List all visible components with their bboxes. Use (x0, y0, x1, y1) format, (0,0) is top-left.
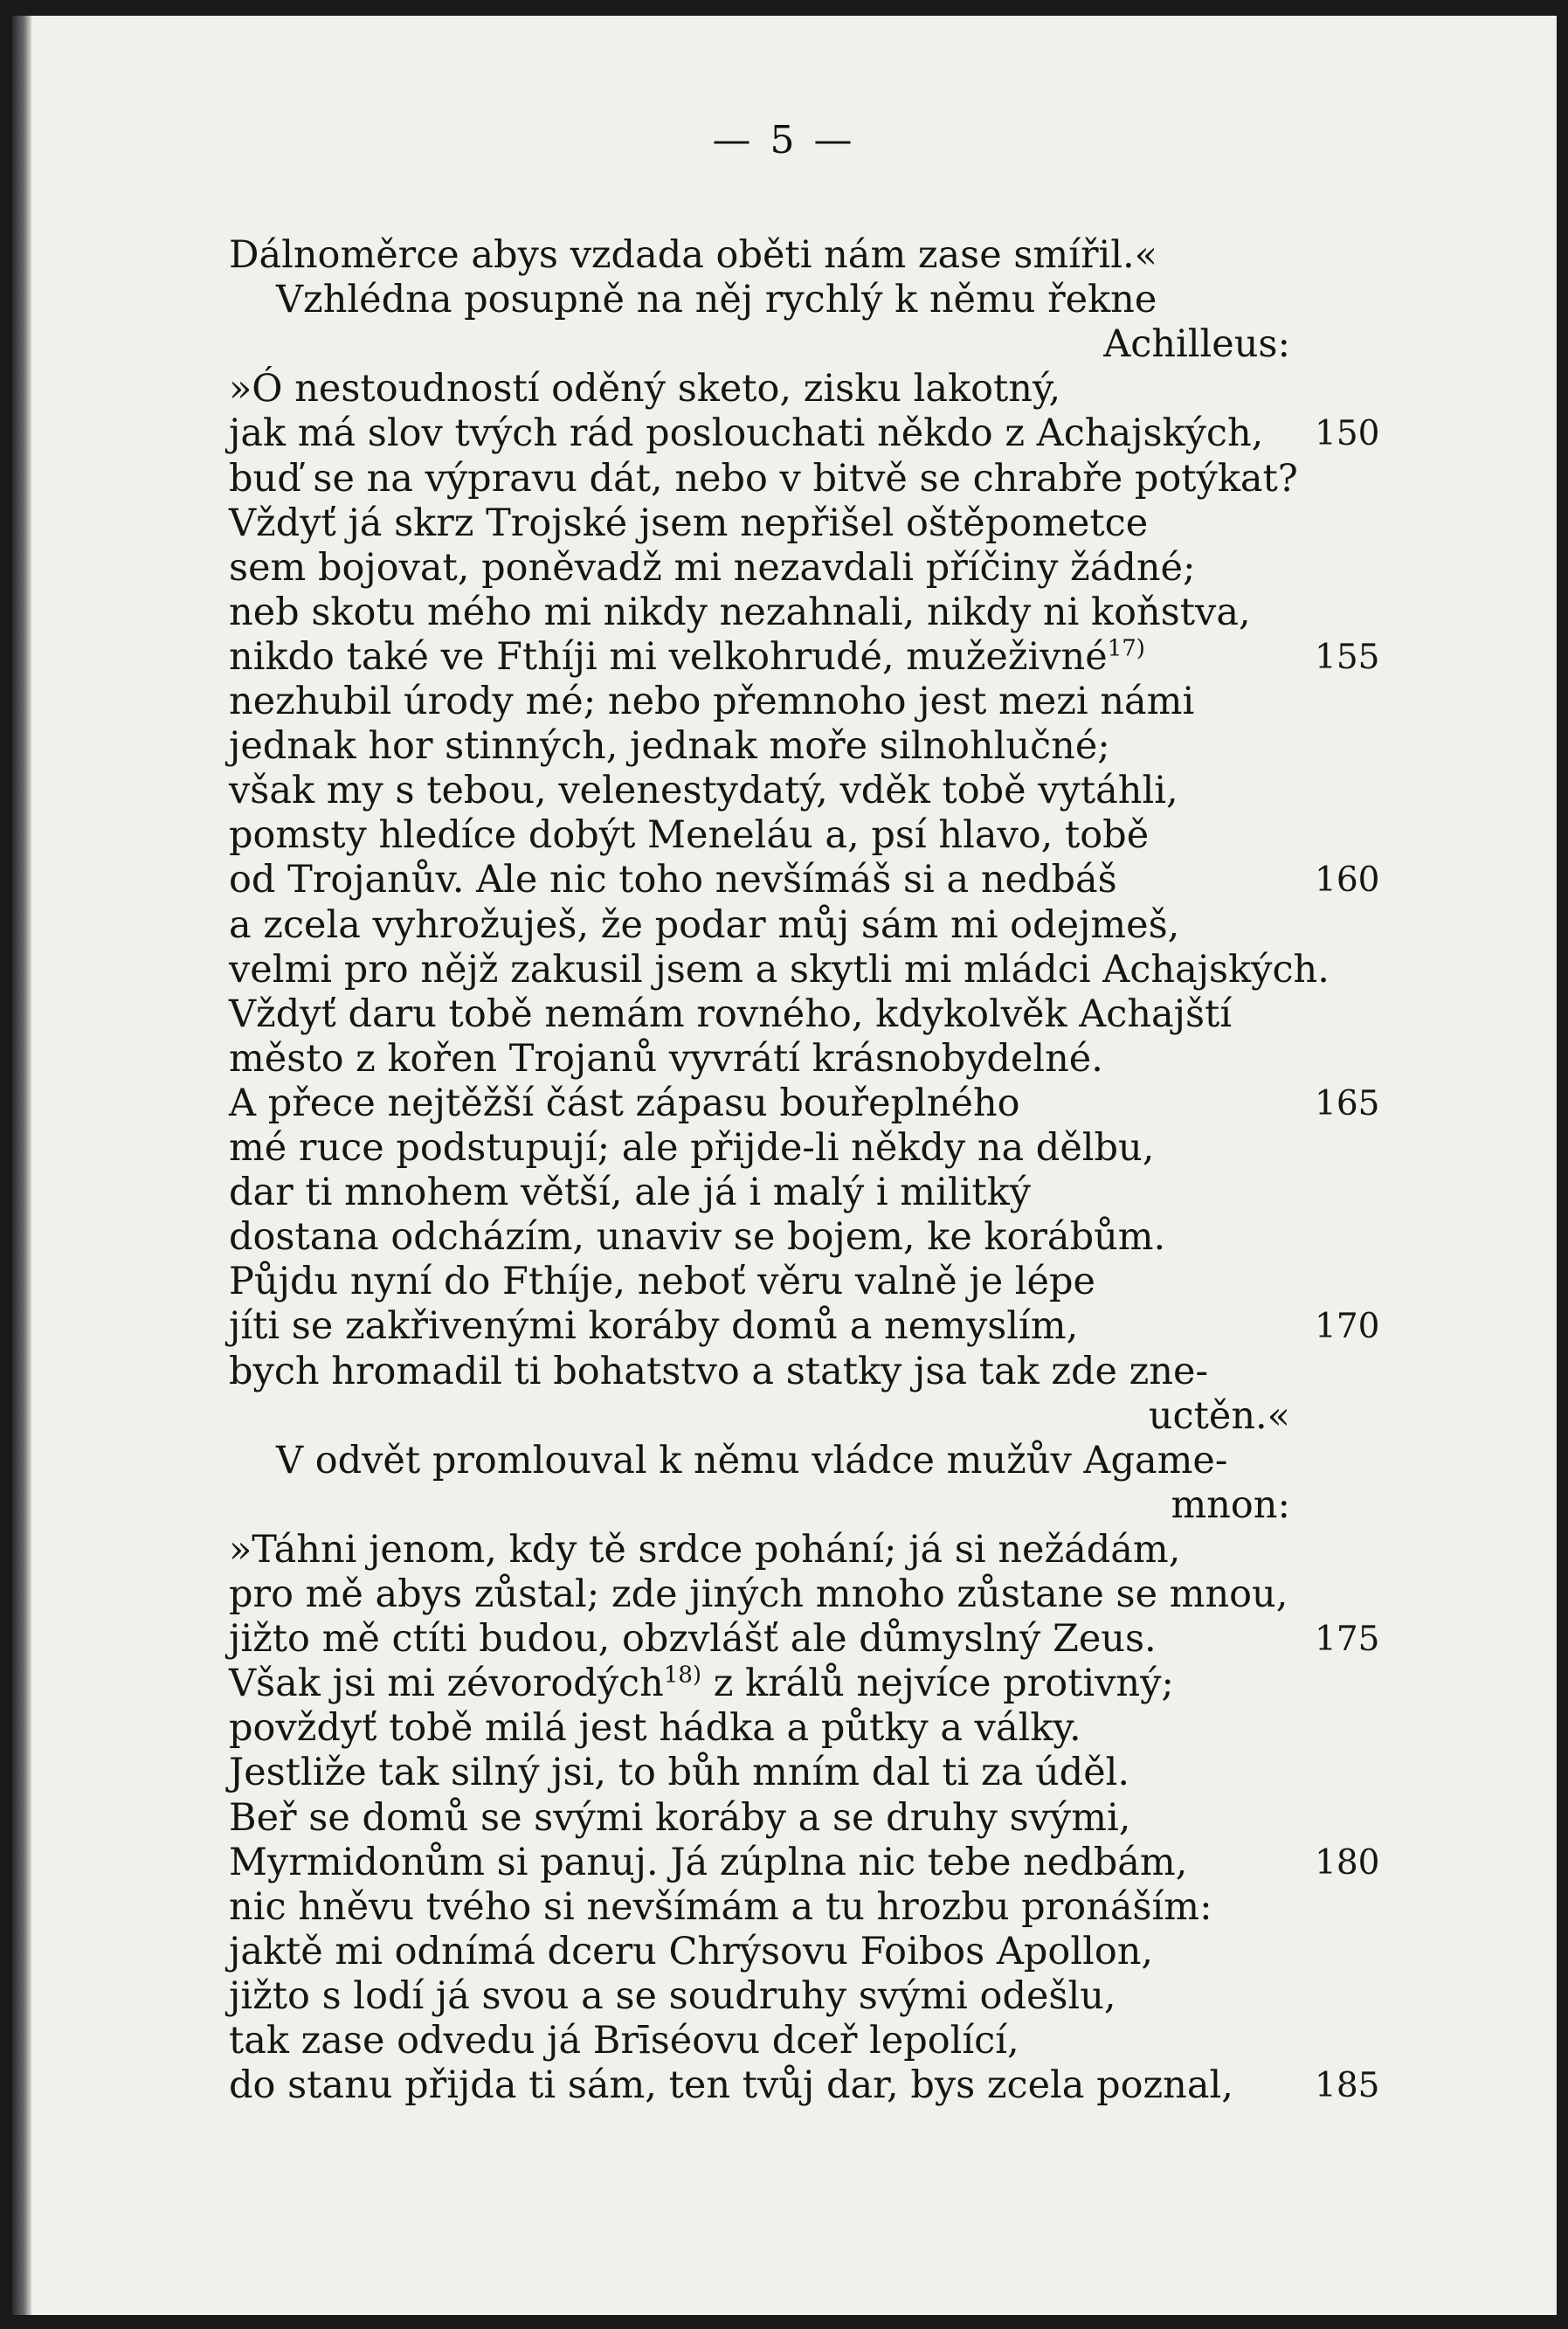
verse-line (229, 1483, 1290, 1528)
verse-line (229, 1215, 1312, 1260)
line-number: 175 (1315, 1620, 1380, 1659)
verse-text: však my s tebou, velenestydatý, vděk tobě vytáhli, (229, 769, 1178, 812)
verse-line (229, 1350, 1312, 1394)
verse-text: pro mě abys zůstal; zde jiných mnoho zůstane se mnou, (229, 1572, 1288, 1616)
line-number: 160 (1315, 860, 1380, 900)
verse-text: jednak hor stinných, jednak moře silnohlučné; (229, 724, 1110, 768)
line-number: 165 (1315, 1084, 1380, 1123)
line-number: 155 (1315, 638, 1380, 677)
verse-text-continued: z králů nejvíce protivný; (701, 1662, 1174, 1705)
verse-line (229, 1572, 1312, 1617)
verse-line (229, 724, 1312, 769)
verse-text: Vzhlédna posupně na něj rychlý k němu řekne (276, 278, 1157, 321)
verse-line (229, 1885, 1312, 1930)
verse-text: a zcela vyhrožuješ, že podar můj sám mi odejmeš, (229, 903, 1180, 947)
verse-text: Vždyť daru tobě nemám rovného, kdykolvěk Achajští (229, 992, 1233, 1036)
verse-text: velmi pro nějž zakusil jsem a skytli mi mládci Achajských. (229, 948, 1330, 992)
verse-text: dar ti mnohem větší, ale já i malý i militký (229, 1171, 1031, 1214)
verse-text: město z kořen Trojanů vyvrátí krásnobydelné. (229, 1037, 1103, 1081)
verse-line (229, 635, 1312, 680)
verse-line (229, 591, 1312, 635)
verse-line (229, 1841, 1312, 1885)
verse-text: Však jsi mi zévorodých (229, 1662, 664, 1705)
verse-line (229, 680, 1312, 724)
line-number: 180 (1315, 1843, 1380, 1883)
verse-line (229, 1617, 1312, 1662)
verse-text: jaktě mi odnímá dceru Chrýsovu Foibos Apollon, (229, 1930, 1154, 1973)
verse-text: jak má slov tvých rád poslouchati někdo z Achajských, (229, 411, 1264, 455)
verse-text: sem bojovat, poněvadž mi nezavdali příčiny žádné; (229, 546, 1196, 590)
verse-line (229, 1751, 1312, 1795)
verse-text: nezhubil úrody mé; nebo přemnoho jest mezi námi (229, 680, 1195, 723)
verse-line (229, 992, 1312, 1037)
book-spine (12, 16, 31, 2315)
verse-text: jižto s lodí já svou a se soudruhy svými odešlu, (229, 1974, 1116, 2018)
verse-line (229, 1974, 1312, 2019)
verse-text: nic hněvu tvého si nevšímám a tu hrozbu pronáším: (229, 1885, 1212, 1929)
verse-text: do stanu přijda ti sám, ten tvůj dar, bys zcela poznal, (229, 2063, 1233, 2107)
verse-line (229, 411, 1312, 456)
verse-line (229, 858, 1312, 902)
verse-text: Dálnoměrce abys vzdada oběti nám zase smířil.« (229, 233, 1157, 277)
verse-text: tak zase odvedu já Brīséovu dceř lepolící, (229, 2019, 1019, 2063)
verse-line (276, 1439, 1359, 1483)
verse-text: Achilleus: (1103, 322, 1290, 366)
footnote-ref: 18) (663, 1662, 702, 1689)
verse-text: A přece nejtěžší část zápasu bouřeplného (229, 1082, 1020, 1125)
verse-text: jíti se zakřivenými koráby domů a nemyslím, (229, 1304, 1079, 1348)
verse-line (229, 2063, 1312, 2108)
line-number: 170 (1315, 1307, 1380, 1346)
verse-text: V odvět promlouval k němu vládce mužův Agame- (276, 1439, 1228, 1482)
verse-text: »Ó nestoudností oděný sketo, zisku lakotný, (229, 367, 1061, 411)
verse-text: dostana odcházím, unaviv se bojem, ke korábům. (229, 1215, 1166, 1259)
verse-text: Vždyť já skrz Trojské jsem nepřišel oštěpometce (229, 501, 1149, 545)
verse-line (229, 1037, 1312, 1082)
verse-text: Půjdu nyní do Fthíje, neboť věru valně je lépe (229, 1260, 1095, 1303)
verse-text: jižto mě ctíti budou, obzvlášť ale důmyslný Zeus. (229, 1617, 1157, 1661)
line-number: 150 (1315, 414, 1380, 453)
verse-line (229, 769, 1312, 813)
verse-line (229, 813, 1312, 858)
verse-text: Jestliže tak silný jsi, to bůh mním dal ti za úděl. (229, 1751, 1130, 1794)
verse-text: od Trojanův. Ale nic toho nevšímáš si a nedbáš (229, 858, 1117, 902)
verse-text: neb skotu mého mi nikdy nezahnali, nikdy ni koňstva, (229, 591, 1251, 634)
verse-text: pomsty hledíce dobýt Meneláu a, psí hlavo, tobě (229, 813, 1150, 857)
footnote-ref: 17) (1107, 635, 1145, 662)
verse-text: bych hromadil ti bohatstvo a statky jsa tak zde zne- (229, 1350, 1208, 1393)
verse-text: mnon: (1171, 1483, 1290, 1527)
verse-line (229, 1796, 1312, 1841)
verse-text: buď se na výpravu dát, nebo v bitvě se chrabře potýkat? (229, 457, 1298, 501)
page-number: — 5 — (712, 118, 856, 162)
verse-line (229, 1171, 1312, 1215)
verse-line (229, 322, 1290, 367)
verse-text: nikdo také ve Fthíji mi velkohrudé, mužeživné (229, 635, 1108, 679)
verse-line (229, 233, 1312, 278)
verse-line (229, 1082, 1312, 1126)
verse-text: »Táhni jenom, kdy tě srdce pohání; já si nežádám, (229, 1528, 1181, 1572)
verse-line (229, 1930, 1312, 1974)
verse-line (229, 457, 1312, 501)
verse-line (229, 546, 1312, 591)
verse-line (229, 1126, 1312, 1171)
verse-text: Myrmidonům si panuj. Já zúplna nic tebe nedbám, (229, 1841, 1188, 1884)
verse-line (276, 278, 1359, 322)
verse-text: Beř se domů se svými koráby a se druhy svými, (229, 1796, 1131, 1840)
line-number: 185 (1315, 2066, 1380, 2105)
verse-text: uctěn.« (1148, 1394, 1290, 1438)
verse-line (229, 948, 1330, 992)
verse-text: povždyť tobě milá jest hádka a půtky a války. (229, 1706, 1081, 1750)
verse-line (229, 1394, 1290, 1439)
verse-line (229, 1260, 1312, 1304)
verse-line (229, 1528, 1312, 1572)
verse-line (229, 2019, 1312, 2063)
verse-line (229, 1706, 1312, 1751)
verse-line (229, 1662, 1312, 1706)
verse-line (229, 903, 1312, 948)
verse-line (229, 367, 1312, 411)
verse-line (229, 501, 1312, 546)
verse-text: mé ruce podstupují; ale přijde-li někdy na dělbu, (229, 1126, 1155, 1170)
verse-line (229, 1304, 1312, 1349)
